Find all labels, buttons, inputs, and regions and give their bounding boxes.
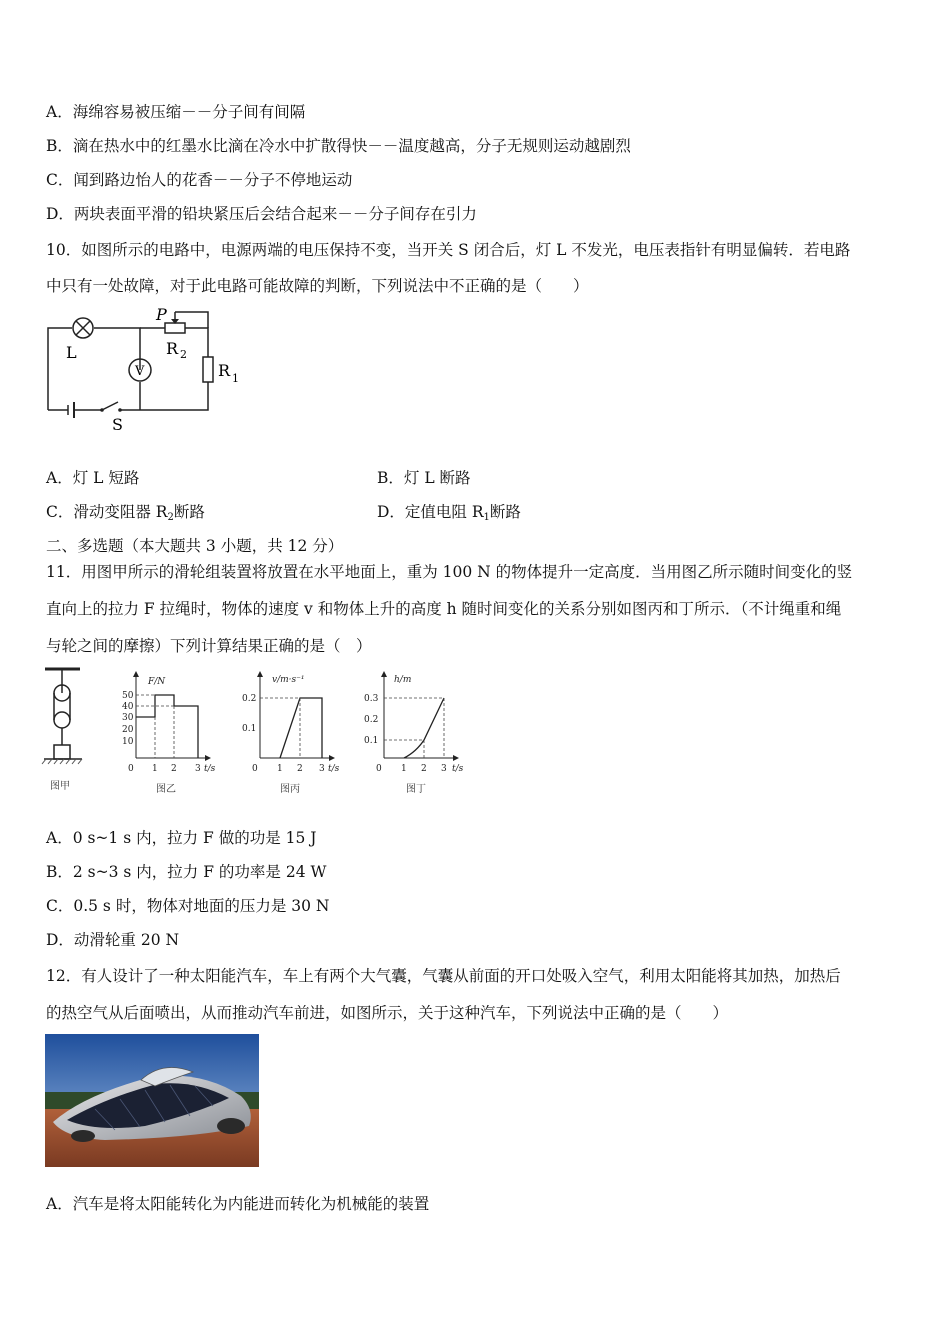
fig-bing-caption: 图丙 [280,784,300,795]
q11-stem-line2: 直向上的拉力 F 拉绳时，物体的速度 v 和物体上升的高度 h 随时间变化的关系分别如图丙和丁所示．（不计绳重和绳 [46,600,842,618]
fig-bing-xtick-0: 0 [252,764,258,774]
q11-stem-line1: 11．用图甲所示的滑轮组装置将放置在水平地面上，重为 100 N 的物体提升一定高度．当用图乙所示随时间变化的竖 [46,563,853,581]
q11-option-b: B．2 s~3 s 内，拉力 F 的功率是 24 W [46,863,327,881]
r1-label: R [218,361,231,380]
q10-stem-line1: 10．如图所示的电路中，电源两端的电压保持不变，当开关 S 闭合后，灯 L 不发光，电压表指针有明显偏转．若电路 [46,241,851,259]
fig-ding-ytick-03: 0.3 [364,694,379,704]
fig-ding-xlabel: t/s [452,764,464,774]
fig-yi-ytick-20: 20 [122,725,134,735]
fig-ding-ytick-02: 0.2 [364,715,379,725]
r1-subscript: 1 [232,372,239,385]
fig-yi-xtick-0: 0 [128,764,134,774]
slider-label: P [156,305,167,324]
q10-option-d: D．定值电阻 $R_1$断路 [377,503,521,523]
fig-bing-velocity-line [280,698,322,758]
fig-bing-ylabel: v/m·s⁻¹ [272,675,305,685]
fig-yi-caption: 图乙 [156,784,176,795]
q10-option-a: A．灯 L 短路 [46,469,140,487]
fig-ding-ylabel: h/m [394,675,412,685]
r2-subscript: 2 [180,348,187,361]
fig-bing-xtick-3: 3 [319,764,325,774]
q11-stem-line3: 与轮之间的摩擦）下列计算结果正确的是（ ） [46,637,372,655]
fig-yi-ytick-30: 30 [122,713,134,723]
r2-label: R [166,339,179,358]
fig-yi-ytick-50: 50 [122,691,134,701]
q12-stem-line1: 12．有人设计了一种太阳能汽车，车上有两个大气囊，气囊从前面的开口处吸入空气，利用太阳能将其加热，加热后 [46,967,841,985]
fig-bing-xlabel: t/s [328,764,340,774]
fig-yi-force-line [136,695,198,758]
q11-option-a: A．0 s~1 s 内，拉力 F 做的功是 15 J [46,829,317,847]
voltmeter-label: V [135,364,145,379]
fig-yi-ylabel: F/N [148,677,166,687]
fig-yi-ytick-10: 10 [122,737,134,747]
q9-option-b: B．滴在热水中的红墨水比滴在冷水中扩散得快－－温度越高，分子无规则运动越剧烈 [46,137,631,155]
fig-yi-xlabel: t/s [204,764,216,774]
fig-ding-caption: 图丁 [406,784,426,795]
fig-ding-xtick-0: 0 [376,764,382,774]
q11-option-d: D．动滑轮重 20 N [46,931,180,949]
lamp-label: L [66,343,77,362]
switch-label: S [112,415,123,434]
fig-yi-ytick-40: 40 [122,702,134,712]
fig-yi-xtick-1: 1 [152,764,158,774]
q9-option-a: A．海绵容易被压缩－－分子间有间隔 [46,103,306,121]
fig-ding-xtick-3: 3 [441,764,447,774]
q10-option-b: B．灯 L 断路 [377,469,471,487]
fig-ding-ytick-01: 0.1 [364,736,379,746]
fig-yi-xtick-2: 2 [171,764,177,774]
section-title: 二、多选题（本大题共 3 小题，共 12 分） [46,537,344,555]
fig-bing-xtick-2: 2 [297,764,303,774]
q10-option-c: C．滑动变阻器 $R_2$断路 [46,503,205,523]
fig-ding-chart [360,668,470,800]
q12-option-a: A．汽车是将太阳能转化为内能进而转化为机械能的装置 [46,1195,430,1213]
q10-circuit-diagram [40,300,260,435]
fig-bing-ytick-01: 0.1 [242,724,257,734]
fig-yi-chart [118,668,223,800]
q12-stem-line2: 的热空气从后面喷出，从而推动汽车前进，如图所示，关于这种汽车，下列说法中正确的是（ ） [46,1004,729,1022]
q9-option-c: C．闻到路边怡人的花香－－分子不停地运动 [46,171,353,189]
q11-option-c: C．0.5 s 时，物体对地面的压力是 30 N [46,897,330,915]
fig-jia-pulley [40,665,90,800]
fig-yi-xtick-3: 3 [195,764,201,774]
fig-bing-ytick-02: 0.2 [242,694,257,704]
fig-bing-xtick-1: 1 [277,764,283,774]
fig-ding-height-curve [404,698,444,758]
fig-jia-caption: 图甲 [50,781,70,792]
q9-option-d: D．两块表面平滑的铅块紧压后会结合起来－－分子间存在引力 [46,205,477,223]
fig-ding-xtick-1: 1 [401,764,407,774]
fig-bing-chart [240,668,345,800]
fig-ding-xtick-2: 2 [421,764,427,774]
solar-car-photo [45,1034,259,1167]
q10-stem-line2: 中只有一处故障，对于此电路可能故障的判断，下列说法中不正确的是（ ） [46,277,589,295]
